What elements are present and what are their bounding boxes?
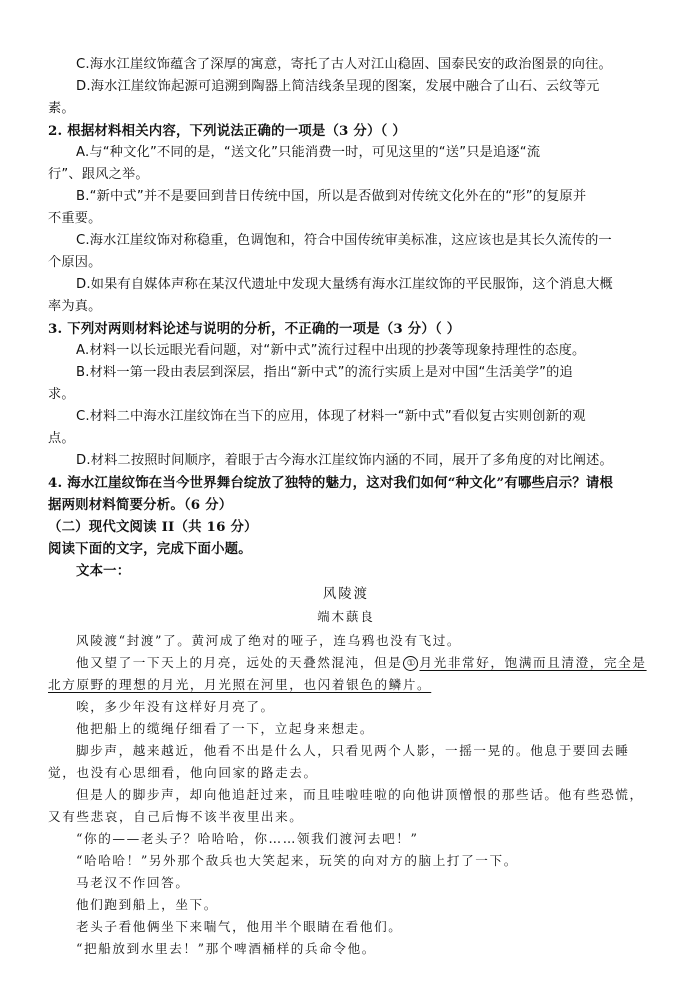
story-paragraph: 老头子看他俩坐下来喘气，他用半个眼睛在看他们。 (76, 919, 403, 934)
q2-option-d-line1: D.如果有自媒体声称在某汉代遗址中发现大量绣有海水江崖纹饰的平民服饰，这个消息大概 (76, 277, 613, 292)
q3-option-c-line2: 点。 (48, 431, 75, 446)
q1-option-d-line2: 素。 (48, 101, 75, 116)
story-dialogue: “把船放到水里去！”那个啤酒桶样的兵命令他。 (76, 941, 376, 956)
q2-option-c-line2: 个原因。 (48, 255, 102, 270)
q3-option-a: A.材料一以长远眼光看问题，对“新中式”流行过程中出现的抄袭等现象持理性的态度。 (76, 343, 586, 358)
story-paragraph: 他们跑到船上，坐下。 (76, 897, 218, 912)
story-dialogue: “哈哈哈！”另外那个敌兵也大笑起来，玩笑的向对方的脑上打了一下。 (76, 853, 518, 868)
q2-option-b-line2: 不重要。 (48, 211, 102, 226)
text-one-label: 文本一： (76, 563, 131, 579)
section-heading: （二）现代文阅读 II（共 16 分） (48, 519, 258, 535)
q4-stem-line1: 4. 海水江崖纹饰在当今世界舞台绽放了独特的魅力，这对我们如何“种文化”有哪些启示？请根 (48, 475, 614, 491)
story-paragraph: 脚步声，越来越近，他看不出是什么人，只看见两个人影，一摇一晃的。他息于要回去睡 (76, 743, 630, 758)
story-author: 端木蕻良 (317, 609, 375, 624)
q4-stem-line2: 据两则材料简要分析。（6 分） (48, 497, 233, 513)
story-paragraph: 唉，多少年没有这样好月亮了。 (76, 699, 275, 714)
story-title: 风陵渡 (322, 587, 370, 602)
q1-option-c: C.海水江崖纹饰蕴含了深厚的寓意，寄托了古人对江山稳固、国泰民安的政治图景的向往。 (76, 57, 612, 72)
q2-option-a-line2: 行”、跟风之举。 (48, 167, 149, 182)
q3-option-d: D.材料二按照时间顺序，着眼于古今海水江崖纹饰内涵的不同，展开了多角度的对比阐述。 (76, 453, 613, 468)
q3-option-b-line2: 求。 (48, 387, 75, 402)
story-paragraph: 又有些悲哀，自己后悔不该半夜里出来。 (48, 809, 304, 824)
story-paragraph: 觉，也没有心思细看，他向回家的路走去。 (48, 765, 318, 780)
q2-option-d-line2: 率为真。 (48, 299, 102, 314)
q3-stem: 3. 下列对两则材料论述与说明的分析，不正确的一项是（3 分）（ ） (48, 321, 461, 337)
story-text: 他又望了一下天上的月亮，远处的天叠然混沌，但是 (76, 655, 403, 670)
q2-option-b-line1: B.“新中式”并不是要回到昔日传统中国，所以是否做到对传统文化外在的“形”的复原并 (76, 189, 587, 204)
q3-option-b-line1: B.材料一第一段由表层到深层，指出“新中式”的流行实质上是对中国“生活美学”的追 (76, 365, 573, 380)
underlined-sentence-continued: 北方原野的理想的月光，月光照在河里，也闪着银色的鳞片。 (48, 677, 432, 692)
story-paragraph: 但是人的脚步声，却向他追赶过来，而且哇啦哇啦的向他讲顶憎恨的那些话。他有些恐慌， (76, 787, 644, 802)
annotation-marker: ① (403, 656, 418, 671)
q2-stem: 2. 根据材料相关内容，下列说法正确的一项是（3 分）（ ） (48, 123, 406, 139)
story-paragraph: 他把船上的缆绳仔细看了一下，立起身来想走。 (76, 721, 375, 736)
q1-option-d-line1: D.海水江崖纹饰起源可追溯到陶器上简洁线条呈现的图案，发展中融合了山石、云纹等元 (76, 79, 600, 94)
q2-option-a-line1: A.与“种文化”不同的是，“送文化”只能消费一时，可见这里的“送”只是追逐“流 (76, 145, 541, 160)
section-instruction: 阅读下面的文字，完成下面小题。 (48, 541, 252, 557)
underlined-sentence: 月光非常好，饱满而且清澄，完全是 (419, 655, 647, 670)
story-paragraph: 马老汉不作回答。 (76, 875, 190, 890)
q2-option-c-line1: C.海水江崖纹饰对称稳重，色调饱和，符合中国传统审美标准，这应该也是其长久流传的一 (76, 233, 612, 248)
story-paragraph: 风陵渡“封渡”了。黄河成了绝对的哑子，连乌鸦也没有飞过。 (76, 633, 462, 648)
q3-option-c-line1: C.材料二中海水江崖纹饰在当下的应用，体现了材料一“新中式”看似复古实则创新的观 (76, 409, 586, 424)
story-paragraph (76, 654, 647, 672)
story-dialogue: “你的——老头子？哈哈哈，你……领我们渡河去吧！” (76, 831, 419, 846)
